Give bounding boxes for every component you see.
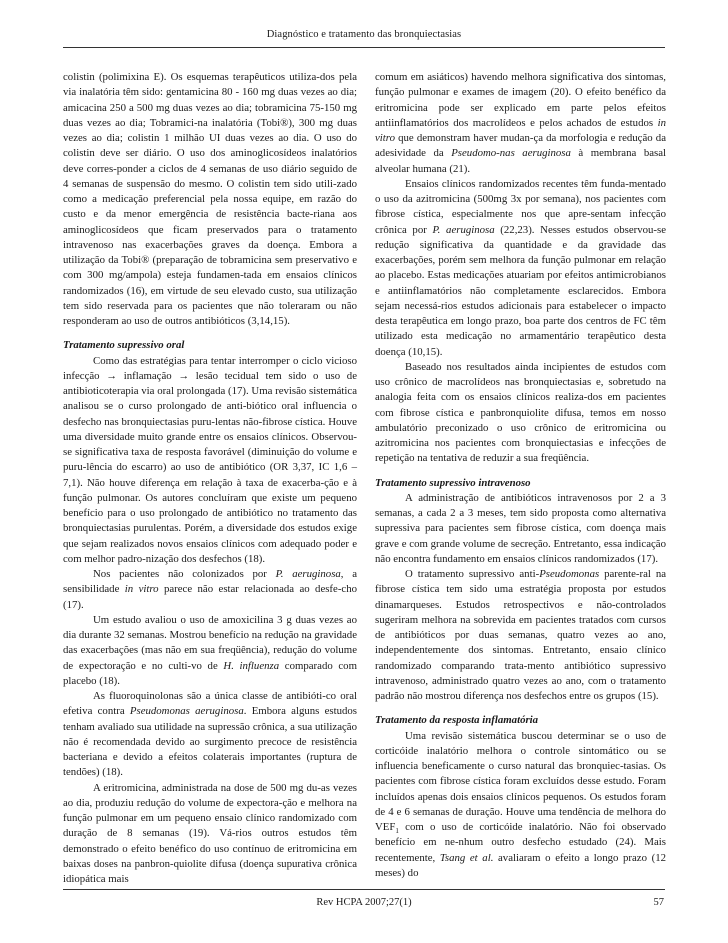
section-heading-inflammatory: Tratamento da resposta inflamatória — [375, 714, 539, 727]
right-column — [375, 70, 666, 881]
italic-term: H. influenza — [223, 659, 280, 672]
text-run: Um estudo avaliou o uso de amoxicilina 3 g duas vezes ao dia durante 32 semanas. Mostrou benefício na redução na gravidade das exacerbações (mas não em sua freqüência), redução do volume de expectoração e no culti-vo de — [63, 613, 357, 672]
paragraph — [375, 729, 666, 882]
page-number: 57 — [653, 897, 664, 908]
text-run: à membrana basal alveolar humana (21). — [375, 147, 666, 175]
text-run: (22,23). Nesses estudos observou-se redução significativa da quantidade e da gravidade das exacerbações, porém sem melhora da função pulmonar em relação ao placebo. Estas medicações atuariam por efeitos antimicrobianos e antiinflamatórios não completamente esclarecidos. Embora sejam necessá-rios estudos adicionais para estabelecer o impacto desta terapêutica em longo prazo, boa parte dos centros de FC têm utilizado esta medicação no armamentário terapêutico desta doença (10,15). — [375, 223, 667, 358]
paragraph: A administração de antibióticos intravenosos por 2 a 3 semanas, a cada 2 a 3 meses, tem sido proposta como alternativa supressiva para pacientes sem fibrose cística, com doença mais grave e com grande volume de secreção. Entretanto, essa indicação não encontra fundamento em ensaios clínicos randomizados (17). — [375, 491, 666, 565]
subscript: 1 — [395, 827, 399, 836]
footer-rule — [63, 889, 665, 890]
text-run: O tratamento supressivo anti- — [405, 568, 540, 580]
italic-term: Pseudomonas aeruginosa — [129, 705, 244, 718]
text-run: Nos pacientes não colonizados por — [93, 568, 276, 580]
paragraph — [63, 567, 357, 613]
paragraph: Como das estratégias para tentar interromper o ciclo vicioso infecção → inflamação → lesão tecidual tem sido o uso de antibioticoterapia via oral prolongada (17). Uma revisão sistemática analisou se o curso prolongado de anti-biótico oral influencia o desfecho nas bronquiectasias puru-lentas não-fibrose cística. Houve uma diversidade muito grande entre os ensaios clínicos. Observou-se significativa taxa de resposta favorável (diminuição do volume e puru-lência do escarro) ao uso de antibiótico (OR 3,37, IC 1,6 – 7,1). Não houve diferença em relação à taxa de exacerba-ção e à função pulmonar. Os autores concluíram que existe um pequeno benefício para o uso prolongado de antibiótico no tratamento das bronquiectasias purulentas. Porém, a diversidade dos estudos exige que sejam realizados novos ensaios clínicos com adequado poder e com melhor padro-nização dos desfechos (18). — [63, 354, 357, 565]
italic-term: in vitro — [124, 583, 159, 596]
text-run: comparado com placebo (18). — [63, 659, 357, 687]
running-title: Diagnóstico e tratamento das bronquiectasias — [266, 29, 462, 40]
section-heading-intravenous: Tratamento supressivo intravenoso — [375, 476, 531, 489]
section-heading-oral: Tratamento supressivo oral — [63, 339, 185, 352]
paragraph — [375, 567, 666, 704]
text-run: . Embora alguns estudos tenham avaliado sua utilidade na supressão crônica, a sua utilização não é recomendada devido ao surgimento precoce de resistência bacteriana e devido a efeitos colaterais importantes (ruptura de tendões) (18). — [63, 705, 357, 779]
paragraph — [375, 177, 666, 360]
text-run: com o uso de corticóide inalatório. Não foi observado benefício em ne-nhum outro desfecho estudado (24). Mais recentemente, — [375, 821, 666, 864]
italic-term: Pseudomo-nas aeruginosa — [451, 147, 571, 160]
italic-term: P. aeruginosa — [432, 223, 495, 236]
italic-term: Pseudomonas — [539, 568, 600, 580]
italic-term: P. aeruginosa — [275, 568, 341, 580]
text-run: parente-ral na fibrose cística tem sido uma estratégia proposta por estudos dinamarqueses. Estudos retrospectivos e não-controlados sugeriram melhora na sobrevida em pacientes tratados com cursos de antibióticos por duas semanas, quatro vezes ao ano, independentemente dos sintomas. Entretanto, ensaio clínico randomizado comparando trata-mento antibiótico supressivo intravenoso, administrado quatro vezes ao ano, com o tratamento padrão não mostrou diferença nos desfechos entre os grupos (15). — [375, 568, 667, 702]
text-run: avaliaram o efeito a longo prazo (12 meses) do — [375, 851, 666, 879]
paragraph: A eritromicina, administrada na dose de 500 mg du-as vezes ao dia, produziu redução do volume de expectora-ção e melhora na função pulmonar em um pequeno ensaio clínico randomizado com duração de 8 semanas (19). Vá-rios outros estudos têm demonstrado o efeito benéfico do uso contínuo de eritromicina em baixas doses na panbron-quiolite difusa (doença supurativa crônica idiopática mais — [63, 781, 357, 885]
paragraph — [63, 613, 357, 689]
paragraph: Baseado nos resultados ainda incipientes de estudos com uso crônico de macrolídeos nas bronquiectasias e, sobretudo na analogia feita com os ensaios clínicos realiza-dos em pacientes com fibrose cística e panbronquiolite difusa, temos em nosso ambulatório preconizado o uso crônico de eritromicina ou azitromicina nos pacientes com bronquiectasias e infecções de repetição na tentativa de reduzir a sua freqüência. — [375, 360, 666, 465]
left-column — [63, 70, 357, 887]
text-run: parece não estar relacionada ao desfe-cho (17). — [63, 583, 358, 611]
text-run: Ensaios clínicos randomizados recentes têm funda-mentado o uso da azitromicina (500mg 3x por semana), nos pacientes com fibrose cística, especialmente nos que apre-sentam infecção crônica por — [375, 177, 666, 236]
paragraph: colistin (polimixina E). Os esquemas terapêuticos utiliza-dos pela via inalatória têm sido: gentamicina 80 - 160 mg duas vezes ao dia; amicacina 250 a 500 mg duas vezes ao dia; tobramicina 75-150 mg duas vezes ao dia; Tobramici-na inalatória (Tobi®), 300 mg duas vezes ao dia; colistin 1 milhão UI duas vezes ao dia. O uso do colistin deve ser diário. O uso dos aminoglicosídeos inalatórios deve corres-ponder a ciclos de 4 semanas de uso diário seguido de 4 semanas de suspensão do mesmo. O colistin tem sido utili-zado como a medicação preferencial pela nossa equipe, em razão do custo e da menor emergência de resistência bacte-riana aos aminoglicosídeos que ficam preservados para o tratamento intravenoso nas exacerbações graves da doença. Embora a utilização da Tobi® (preparação de tobramicina sem preservativo e com 300 mg/ampola) esteja fundamen-tada em ensaios clínicos randomizados (16), em virtude de seu elevado custo, sua utilização tem sido reservada para os pacientes que não toleraram ou não responderam ao uso de outros antibióticos (3,14,15). — [63, 71, 357, 327]
text-run: , a sensibilidade — [63, 568, 357, 596]
italic-term: in vitro — [375, 116, 666, 144]
footer-journal: Rev HCPA 2007;27(1) — [316, 897, 412, 908]
paragraph — [63, 689, 357, 781]
text-run: que demonstram haver mudan-ça da morfologia e redução da adesividade da — [375, 132, 666, 160]
text-run: As fluoroquinolonas são a única classe de antibióti-co oral efetiva contra — [63, 690, 357, 718]
header-rule — [63, 47, 665, 48]
text-run: comum em asiáticos) havendo melhora significativa dos sintomas, função pulmonar e exames de imagem (20). O efeito benéfico da eritromicina pode ser explicado em parte pelos efeitos antiinflamatórios dos macrolídeos e pelos achados de estudos — [375, 71, 666, 129]
italic-term: Tsang et al. — [439, 851, 494, 864]
text-run: Uma revisão sistemática buscou determinar se o uso de corticóide inalatório melhora o controle sintomático ou se influencia beneficamente o curso natural das bronquiec-tasias. Os pacientes com fibrose cística foram excluídos desse estudo. Foram incluídos apenas dois ensaios clínicos pequenos. Os estudos foram de 4 e 6 semanas de duração. Houve uma tendência de melhora do VEF — [375, 729, 666, 833]
paragraph — [375, 70, 666, 177]
